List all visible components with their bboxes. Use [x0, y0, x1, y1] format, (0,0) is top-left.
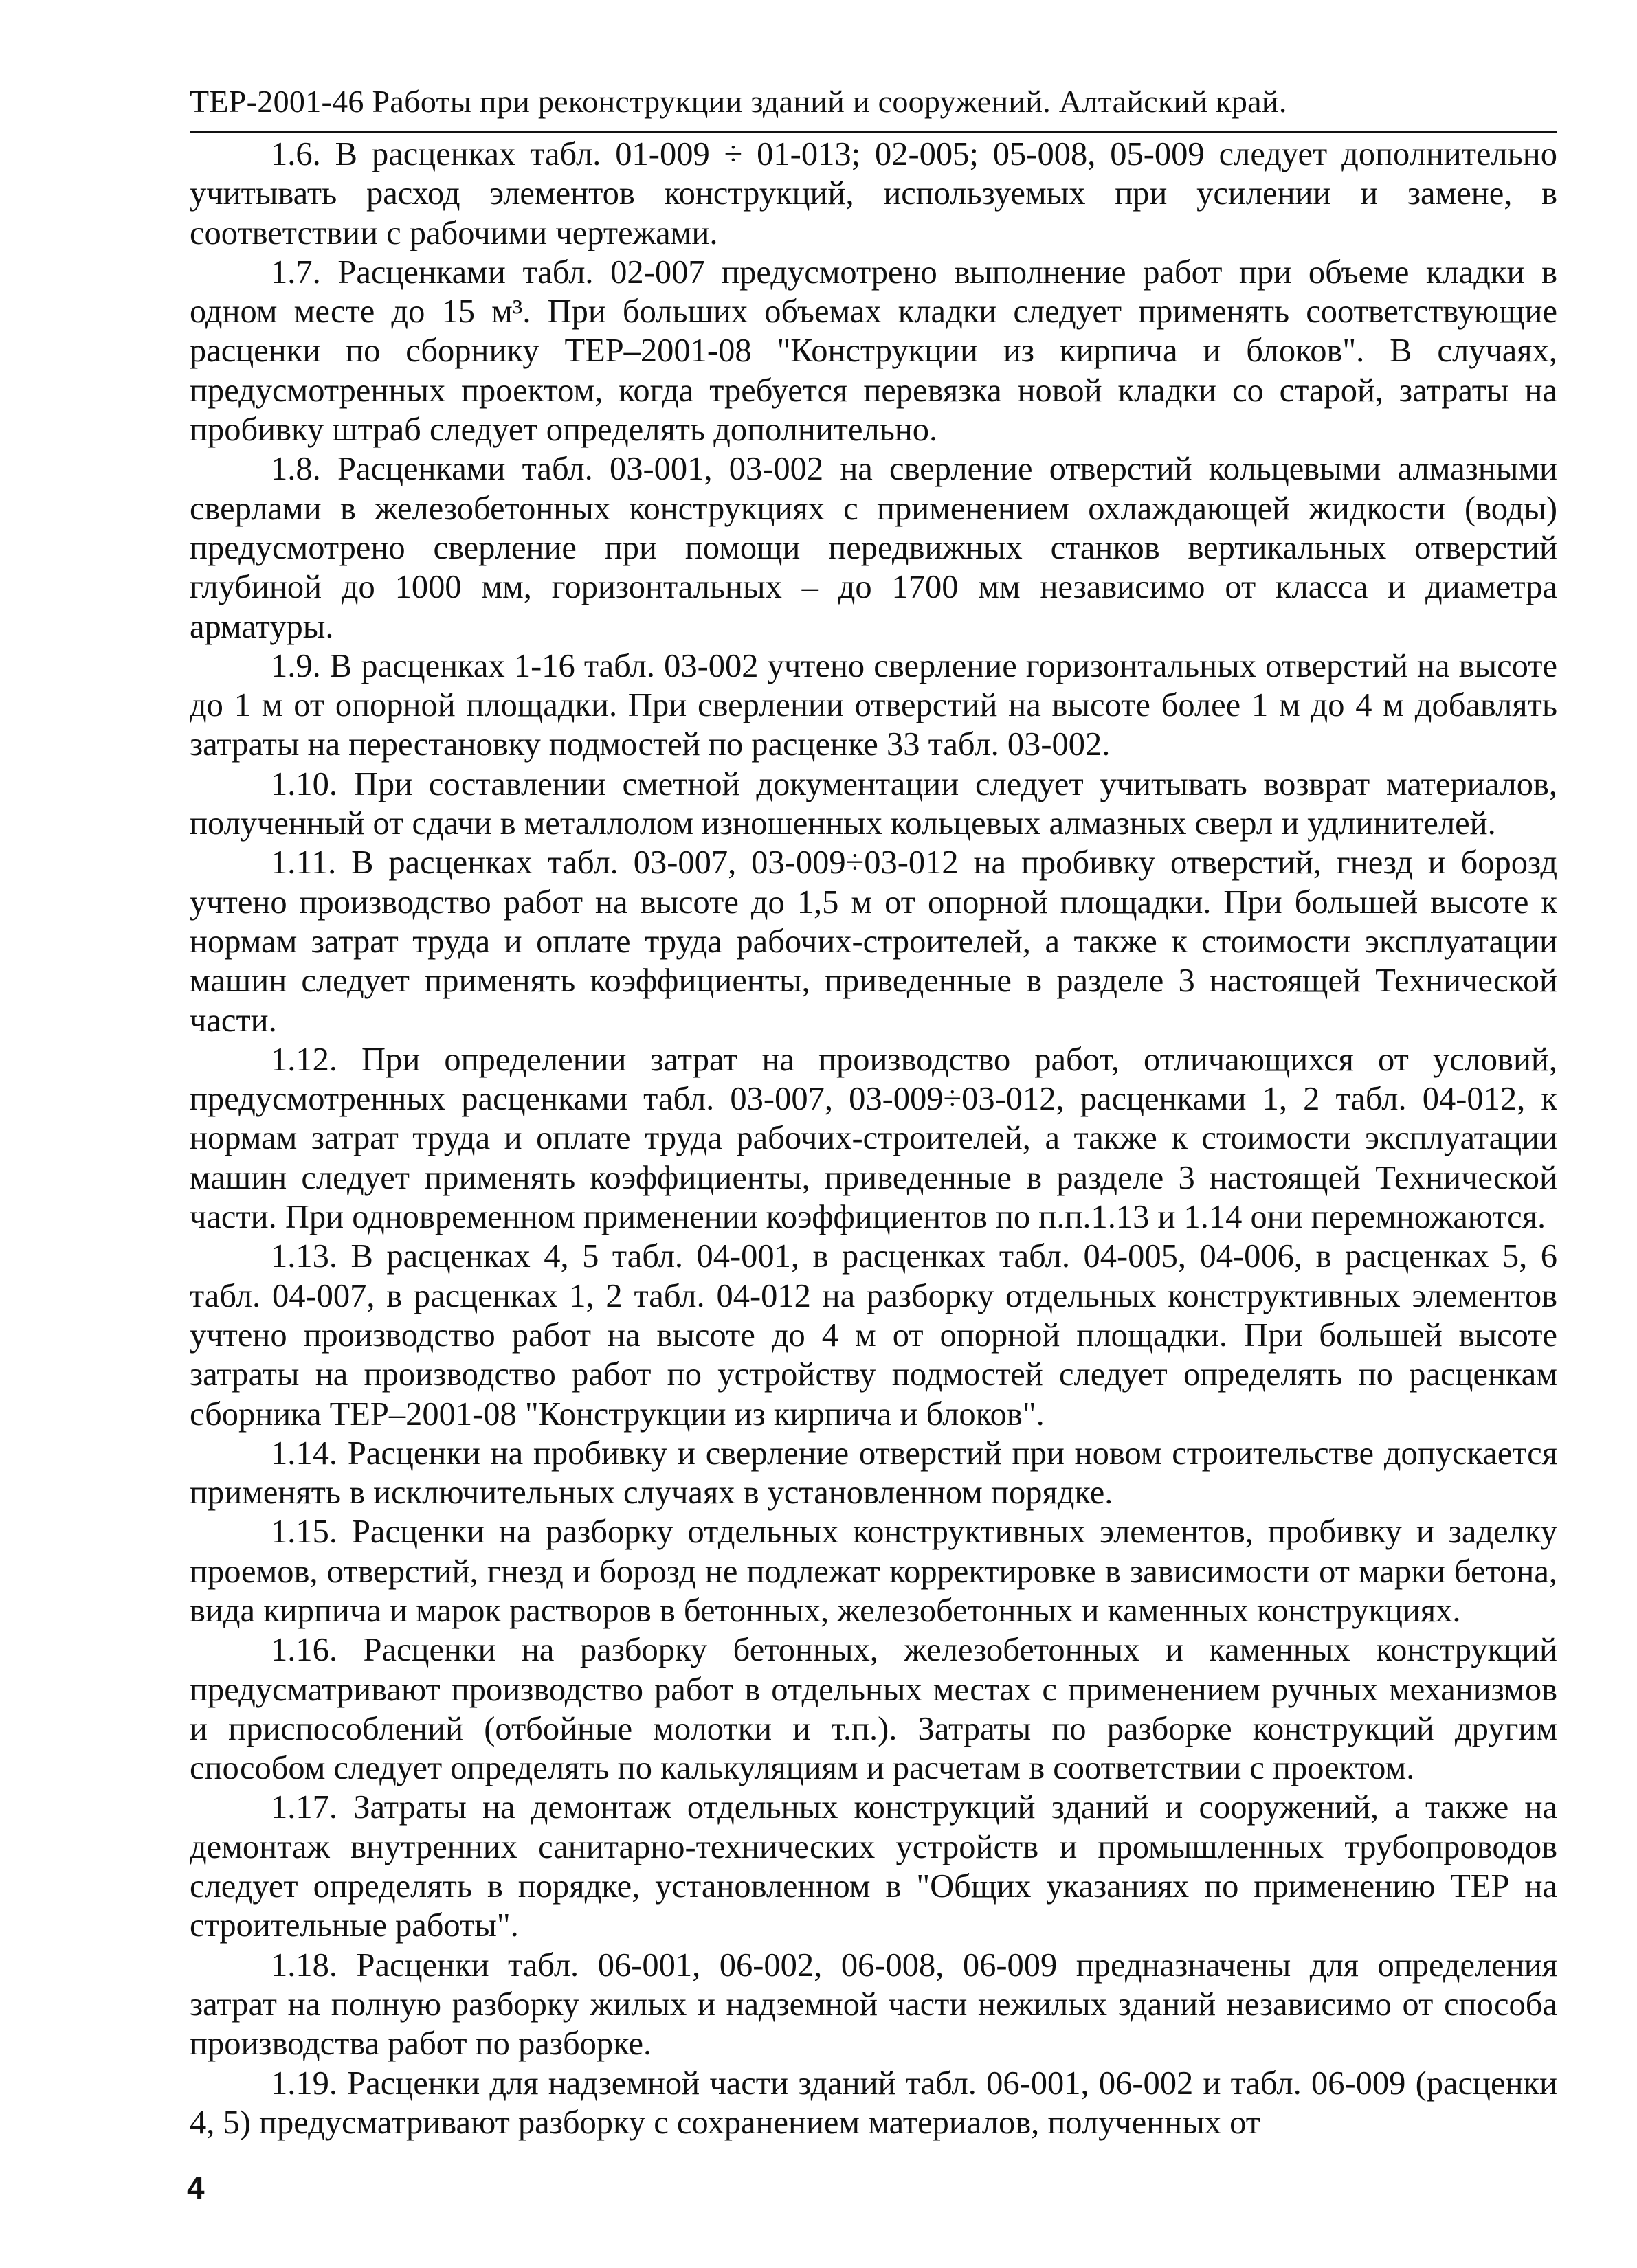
- paragraph-1-16: 1.16. Расценки на разборку бетонных, железобетонных и каменных конструкций предусматривают производство работ в отдельных местах с применением ручных механизмов и приспособлений (отбойные молотки и т.п.). Затраты по разборке конструкций другим способом следует определять по калькуляциям и расчетам в соответствии с проектом.: [190, 1632, 1557, 1787]
- paragraph-1-7: 1.7. Расценками табл. 02-007 предусмотрено выполнение работ при объеме кладки в одном месте до 15 м³. При больших объемах кладки следует применять соответствующие расценки по сборнику ТЕР–2001-08 "Конструкции из кирпича и блоков". В случаях, предусмотренных проектом, когда требуется перевязка новой кладки со старой, затраты на пробивку штраб следует определять дополнительно.: [190, 254, 1557, 449]
- paragraph-1-17: 1.17. Затраты на демонтаж отдельных конструкций зданий и сооружений, а также на демонтаж внутренних санитарно-технических устройств и промышленных трубопроводов следует определять в порядке, установленном в "Общих указаниях по применению ТЕР на строительные работы".: [190, 1789, 1557, 1944]
- paragraph-1-14: 1.14. Расценки на пробивку и сверление отверстий при новом строительстве допускается применять в исключительных случаях в установленном порядке.: [190, 1435, 1557, 1512]
- paragraph-1-13: 1.13. В расценках 4, 5 табл. 04-001, в расценках табл. 04-005, 04-006, в расценках 5, 6 табл. 04-007, в расценках 1, 2 табл. 04-012 на разборку отдельных конструктивных элементов учтено производство работ на высоте до 4 м от опорной площадки. При большей высоте затраты на производство работ по устройству подмостей следует определять по расценкам сборника ТЕР–2001-08 "Конструкции из кирпича и блоков".: [190, 1238, 1557, 1433]
- paragraph-1-19: 1.19. Расценки для надземной части зданий табл. 06-001, 06-002 и табл. 06-009 (расценки 4, 5) предусматривают разборку с сохранением материалов, полученных от: [190, 2065, 1557, 2141]
- paragraph-1-10: 1.10. При составлении сметной документации следует учитывать возврат материалов, полученный от сдачи в металлолом изношенных кольцевых алмазных сверл и удлинителей.: [190, 765, 1557, 842]
- paragraph-1-18: 1.18. Расценки табл. 06-001, 06-002, 06-008, 06-009 предназначены для определения затрат на полную разборку жилых и надземной части нежилых зданий независимо от способа производства работ по разборке.: [190, 1946, 1557, 2063]
- paragraph-1-11: 1.11. В расценках табл. 03-007, 03-009÷03-012 на пробивку отверстий, гнезд и борозд учтено производство работ на высоте до 1,5 м от опорной площадки. При большей высоте к нормам затрат труда и оплате труда рабочих-строителей, а также к стоимости эксплуатации машин следует применять коэффициенты, приведенные в разделе 3 настоящей Технической части.: [190, 844, 1557, 1039]
- page-number: 4: [187, 2170, 205, 2205]
- paragraph-1-12: 1.12. При определении затрат на производство работ, отличающихся от условий, предусмотренных расценками табл. 03-007, 03-009÷03-012, расценками 1, 2 табл. 04-012, к нормам затрат труда и оплате труда рабочих-строителей, а также к стоимости эксплуатации машин следует применять коэффициенты, приведенные в разделе 3 настоящей Технической части. При одновременном применении коэффициентов по п.п.1.13 и 1.14 они перемножаются.: [190, 1041, 1557, 1236]
- paragraph-1-6: 1.6. В расценках табл. 01-009 ÷ 01-013; 02-005; 05-008, 05-009 следует дополнительно учитывать расход элементов конструкций, используемых при усилении и замене, в соответствии с рабочими чертежами.: [190, 136, 1557, 251]
- body-text: [190, 135, 1557, 2142]
- running-header: ТЕР-2001-46 Работы при реконструкции зданий и сооружений. Алтайский край.: [190, 84, 1287, 119]
- paragraph-1-15: 1.15. Расценки на разборку отдельных конструктивных элементов, пробивку и заделку проемов, отверстий, гнезд и борозд не подлежат корректировке в зависимости от марки бетона, вида кирпича и марок растворов в бетонных, железобетонных и каменных конструкциях.: [190, 1514, 1557, 1629]
- paragraph-1-9: 1.9. В расценках 1-16 табл. 03-002 учтено сверление горизонтальных отверстий на высоте до 1 м от опорной площадки. При сверлении отверстий на высоте более 1 м до 4 м добавлять затраты на перестановку подмостей по расценке 33 табл. 03-002.: [190, 647, 1557, 763]
- header-divider: [190, 131, 1557, 133]
- paragraph-1-8: 1.8. Расценками табл. 03-001, 03-002 на сверление отверстий кольцевыми алмазными сверлами в железобетонных конструкциях с применением охлаждающей жидкости (воды) предусмотрено сверление при помощи передвижных станков вертикальных отверстий глубиной до 1000 мм, горизонтальных – до 1700 мм независимо от класса и диаметра арматуры.: [190, 451, 1557, 645]
